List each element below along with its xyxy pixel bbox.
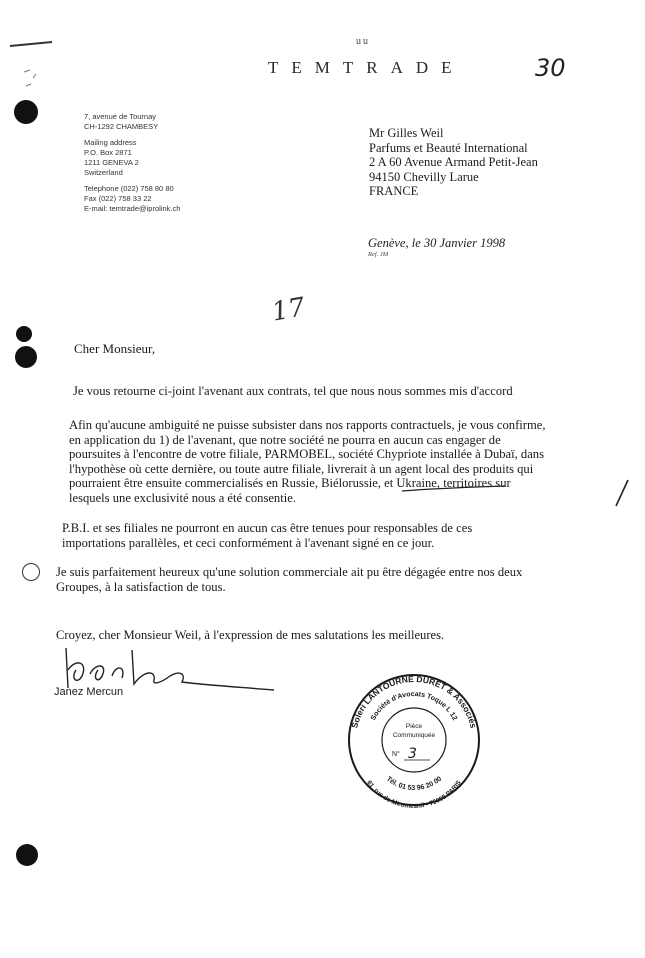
letter-date: Genève, le 30 Janvier 1998 <box>368 236 506 250</box>
recipient-address: 2 A 60 Avenue Armand Petit-Jean <box>369 155 538 169</box>
salutation: Cher Monsieur, <box>74 341 156 356</box>
paragraph-4 <box>56 565 576 594</box>
stamp-address: 61, rue de Miromesnil - 75008 PARIS <box>365 779 463 811</box>
paragraph-line: en application du 1) de l'avenant, que notre société ne pourra en aucun cas engager de <box>69 432 501 447</box>
stamp-inner-text: Société d'Avocats Toque L 12 <box>369 690 459 722</box>
paragraph-line: Je suis parfaitement heureux qu'une solution commerciale ait pu être dégagée entre nos deux <box>56 565 523 579</box>
paragraph-line: pourraient être ensuite commercialisés en Russie, Biélorussie, et Ukraine, territoires sur <box>69 476 511 490</box>
signer-name: Janez Mercun <box>54 686 124 698</box>
handwritten-underline <box>380 478 640 518</box>
recipient-company: Parfums et Beauté International <box>369 140 528 155</box>
sender-address-block <box>84 112 180 214</box>
paragraph-line: importations parallèles, et ceci conformément à l'avenant signé en ce jour. <box>62 535 435 550</box>
stamp-outer-text: Soleri LANTOURNE DURET & Associés <box>349 673 479 730</box>
closing-line: Croyez, cher Monsieur Weil, à l'expression de mes salutations les meilleures. <box>56 628 445 642</box>
paragraph-line: Afin qu'aucune ambiguité ne puisse subsister dans nos rapports contractuels, je vous confirme, <box>69 418 546 432</box>
binder-hole <box>16 844 38 866</box>
paragraph-line: lesquels une exclusivité nous a été consentie. <box>69 490 296 505</box>
sender-po-box: P.O. Box 2871 <box>84 148 132 157</box>
sender-telephone: Telephone (022) 758 80 80 <box>84 184 174 193</box>
paragraph-line: poursuites à l'encontre de votre filiale, PARMOBEL, société Chypriote installée à Dubaï, dans <box>69 447 545 461</box>
stamp-number-label: N° <box>392 751 400 758</box>
handwritten-page-number: 30 <box>535 54 566 82</box>
corner-scratch <box>0 0 80 100</box>
stamp-number: 3 <box>408 746 417 762</box>
recipient-name: Mr Gilles Weil <box>369 126 444 140</box>
sender-city: CH-1292 CHAMBESY <box>84 122 159 131</box>
paragraph-line: l'hypothèse où cette dernière, ou toute autre filiale, livrerait à un agent local des produits qui <box>69 461 534 476</box>
stamp-phone: Tél. 01 53 96 20 00 <box>384 775 444 793</box>
recipient-city: 94150 Chevilly Larue <box>369 169 479 184</box>
binder-hole-partial <box>22 563 40 581</box>
binder-hole <box>15 346 37 368</box>
paragraph-3 <box>62 521 572 550</box>
company-letterhead: TEMTRADE <box>268 58 465 77</box>
letter-reference: Ref. JM <box>368 251 389 258</box>
stamp-label-1: Pièce <box>405 723 423 730</box>
recipient-country: FRANCE <box>369 184 419 198</box>
sender-email: E-mail: temtrade@iprolink.ch <box>84 204 181 213</box>
sender-street: 7, avenue de Tournay <box>84 112 157 121</box>
paragraph-line: P.B.I. et ses filiales ne pourront en aucun cas être tenues pour responsables de ces <box>62 521 473 535</box>
law-firm-stamp <box>346 672 482 811</box>
top-mark: uu <box>356 36 370 47</box>
paragraph-line: Groupes, à la satisfaction de tous. <box>56 579 226 594</box>
binder-hole <box>16 326 32 342</box>
sender-country: Switzerland <box>84 168 123 177</box>
sender-mailing-label: Mailing address <box>84 138 137 147</box>
binder-hole <box>14 100 38 124</box>
recipient-address-block <box>369 126 538 199</box>
paragraph-1: Je vous retourne ci-joint l'avenant aux contrats, tel que nous nous sommes mis d'accord <box>73 384 513 398</box>
handwritten-annotation: 17 <box>269 292 308 328</box>
sender-postal-city: 1211 GENEVA 2 <box>84 158 139 167</box>
stamp-label-2: Communiquée <box>392 732 436 739</box>
sender-fax: Fax (022) 758 33 22 <box>84 194 152 203</box>
